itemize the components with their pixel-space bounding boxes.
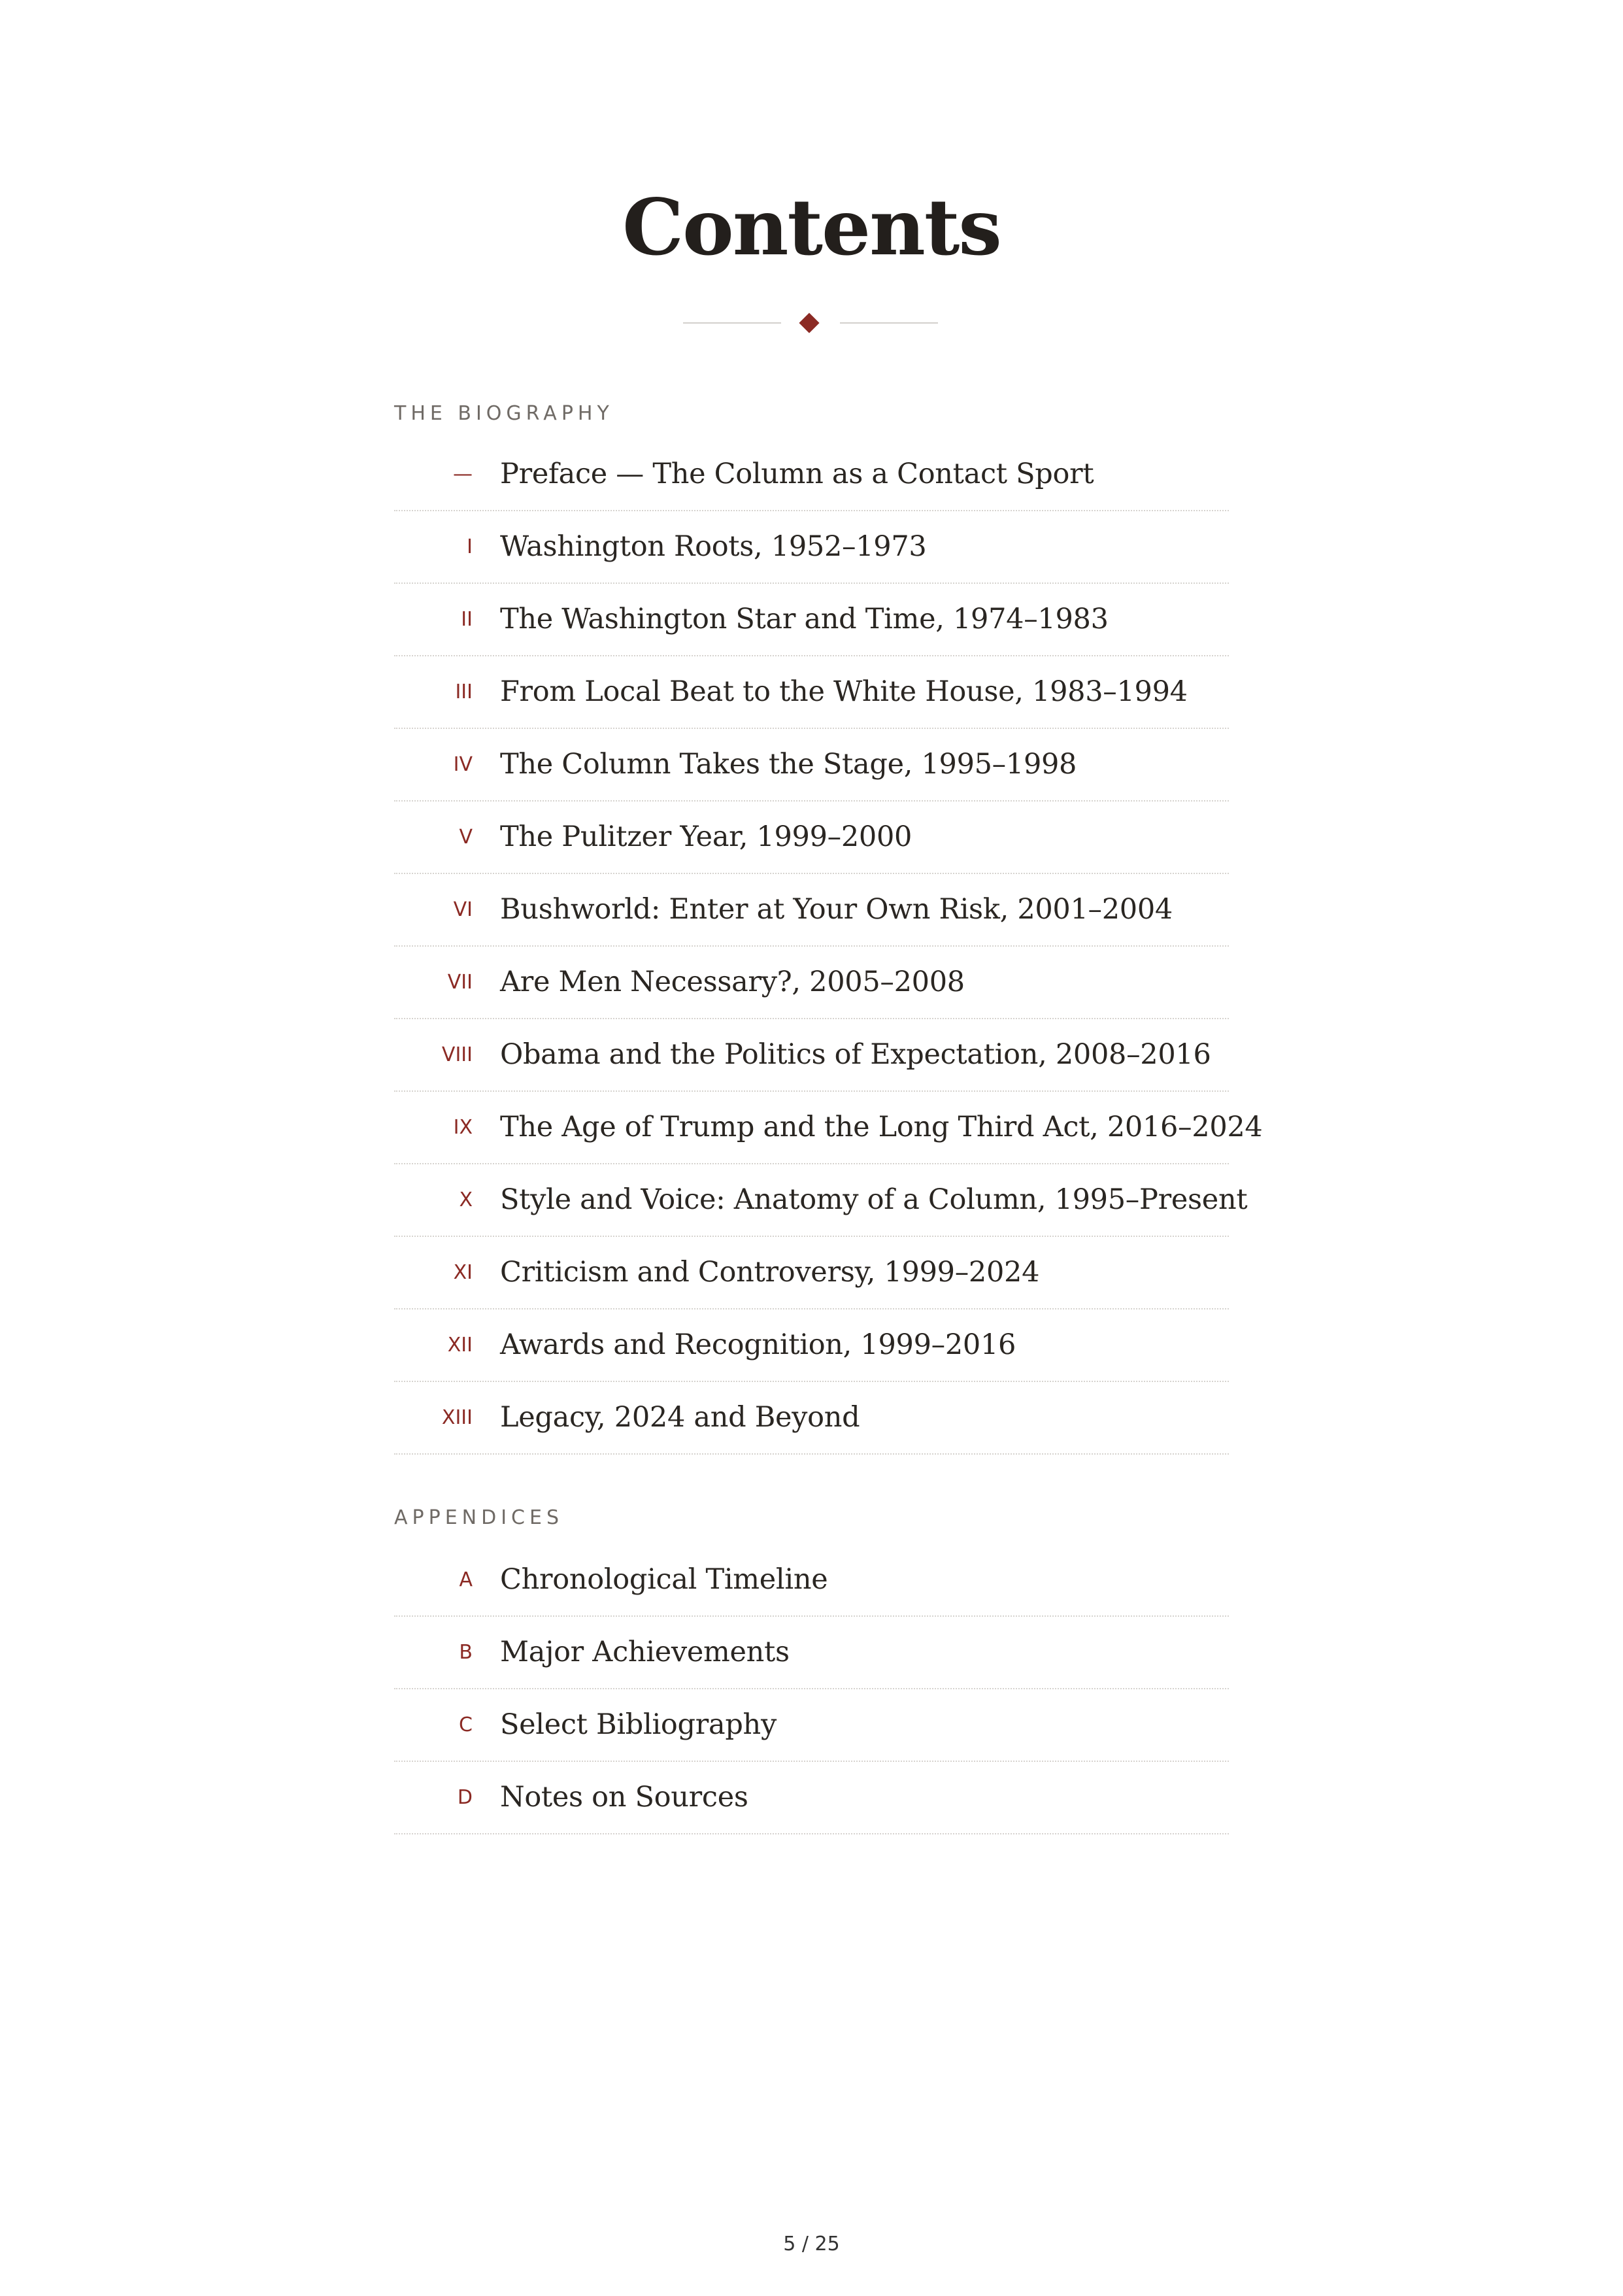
entry-number: IV bbox=[453, 753, 473, 776]
toc-entry-chapter-12[interactable] bbox=[394, 1309, 1229, 1382]
page-number: 5 / 25 bbox=[783, 2233, 840, 2255]
entry-number: C bbox=[459, 1714, 473, 1736]
toc-entry-chapter-3[interactable] bbox=[394, 656, 1229, 729]
toc-entry-chapter-6[interactable] bbox=[394, 874, 1229, 947]
section-label-appendices: APPENDICES bbox=[394, 1506, 563, 1529]
toc-entry-appendix-c[interactable] bbox=[394, 1689, 1229, 1762]
toc-list-appendices bbox=[394, 1544, 1229, 1834]
toc-entry-chapter-13[interactable] bbox=[394, 1382, 1229, 1455]
toc-list-biography bbox=[394, 439, 1263, 1455]
entry-title: Washington Roots, 1952–1973 bbox=[500, 530, 927, 563]
toc-entry-chapter-7[interactable] bbox=[394, 947, 1229, 1019]
entry-title: Chronological Timeline bbox=[500, 1563, 828, 1596]
diamond-icon bbox=[799, 312, 819, 333]
toc-entry-chapter-11[interactable] bbox=[394, 1237, 1229, 1309]
toc-entry-chapter-1[interactable] bbox=[394, 511, 1229, 584]
page-title: Contents bbox=[622, 182, 1001, 273]
toc-entry-appendix-b[interactable] bbox=[394, 1617, 1229, 1689]
entry-title: Bushworld: Enter at Your Own Risk, 2001–2004 bbox=[500, 893, 1173, 926]
entry-title: From Local Beat to the White House, 1983–1994 bbox=[500, 675, 1188, 708]
entry-title: Obama and the Politics of Expectation, 2008–2016 bbox=[500, 1038, 1211, 1071]
entry-title: The Washington Star and Time, 1974–1983 bbox=[500, 603, 1109, 635]
toc-entry-appendix-a[interactable] bbox=[394, 1544, 1229, 1617]
entry-number: I bbox=[467, 535, 473, 558]
entry-number: — bbox=[453, 463, 473, 486]
entry-number: VI bbox=[453, 898, 473, 921]
toc-entry-chapter-5[interactable] bbox=[394, 802, 1229, 874]
toc-entry-chapter-10[interactable] bbox=[394, 1164, 1248, 1237]
entry-number: II bbox=[461, 608, 473, 631]
entry-title: Are Men Necessary?, 2005–2008 bbox=[500, 966, 965, 998]
entry-number: D bbox=[457, 1786, 473, 1809]
entry-number: VIII bbox=[441, 1043, 473, 1066]
entry-number: XI bbox=[453, 1261, 473, 1284]
entry-number: V bbox=[459, 826, 473, 849]
ornament-rule-left bbox=[683, 322, 781, 324]
entry-title: Select Bibliography bbox=[500, 1708, 777, 1741]
toc-entry-chapter-8[interactable] bbox=[394, 1019, 1229, 1092]
toc-entry-appendix-d[interactable] bbox=[394, 1762, 1229, 1834]
entry-number: B bbox=[459, 1641, 473, 1664]
entry-title: Awards and Recognition, 1999–2016 bbox=[500, 1328, 1016, 1361]
entry-title: The Pulitzer Year, 1999–2000 bbox=[500, 820, 912, 853]
entry-number: X bbox=[459, 1189, 473, 1211]
entry-title: Legacy, 2024 and Beyond bbox=[500, 1401, 860, 1434]
entry-number: VII bbox=[447, 971, 473, 994]
section-label-biography: THE BIOGRAPHY bbox=[394, 402, 614, 425]
entry-title: The Age of Trump and the Long Third Act, 2016–2024 bbox=[500, 1111, 1263, 1143]
ornament-rule-right bbox=[840, 322, 938, 324]
toc-entry-preface[interactable] bbox=[394, 439, 1229, 511]
toc-entry-chapter-2[interactable] bbox=[394, 584, 1229, 656]
entry-number: IX bbox=[453, 1116, 473, 1139]
entry-number: A bbox=[459, 1568, 473, 1591]
entry-title: Criticism and Controversy, 1999–2024 bbox=[500, 1256, 1040, 1289]
entry-title: Major Achievements bbox=[500, 1636, 790, 1668]
entry-title: Style and Voice: Anatomy of a Column, 1995–Present bbox=[500, 1183, 1248, 1216]
entry-number: III bbox=[455, 681, 473, 703]
entry-number: XIII bbox=[441, 1406, 473, 1429]
entry-title: Notes on Sources bbox=[500, 1781, 748, 1814]
toc-entry-chapter-4[interactable] bbox=[394, 729, 1229, 802]
title-ornament bbox=[683, 310, 938, 336]
entry-title: The Column Takes the Stage, 1995–1998 bbox=[500, 748, 1077, 781]
toc-entry-chapter-9[interactable] bbox=[394, 1092, 1263, 1164]
entry-title: Preface — The Column as a Contact Sport bbox=[500, 458, 1094, 490]
entry-number: XII bbox=[447, 1334, 473, 1357]
